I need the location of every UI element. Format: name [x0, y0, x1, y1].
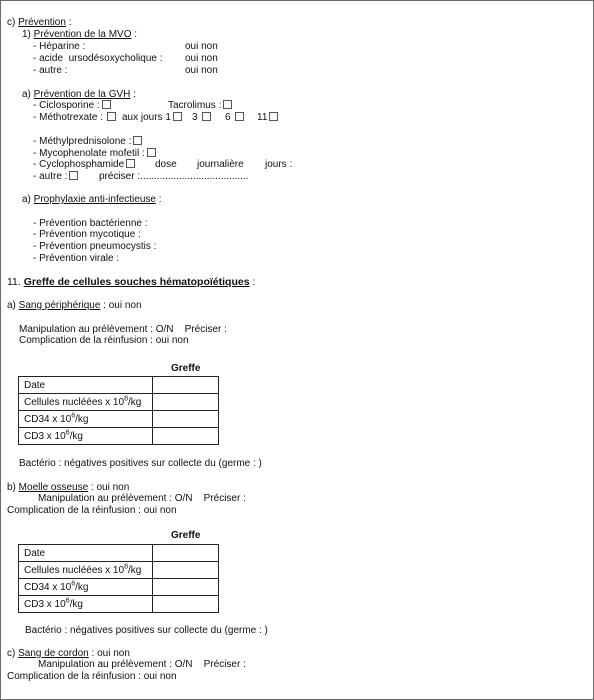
mo-cellules-exp: 8: [124, 563, 128, 571]
cyclophosphamide-jours: jours :: [265, 159, 293, 170]
mo-cd34-exp: 6: [71, 580, 76, 588]
aux-jours-label: aux jours 1: [122, 112, 171, 123]
mo-cd34-unit: /kg: [75, 581, 89, 593]
prophylaxie-colon: :: [155, 194, 162, 205]
prevention-bacterienne: - Prévention bactérienne :: [33, 218, 148, 229]
gvh-cyclophosphamide: [33, 159, 135, 171]
methotrexate-day-6: [225, 112, 244, 124]
mvo-autre-options[interactable]: oui non: [185, 65, 218, 76]
mo-greffe-header: Greffe: [171, 530, 201, 541]
mo-row-date-value[interactable]: [153, 545, 219, 562]
sp-greffe-header: Greffe: [171, 363, 201, 374]
prevention-heading: [7, 17, 71, 29]
table-row: [19, 411, 219, 428]
mo-row-cd34-value[interactable]: [153, 579, 219, 596]
sp-row-cellules-value[interactable]: [153, 394, 219, 411]
tacrolimus-label: Tacrolimus :: [168, 100, 222, 111]
methotrexate-label: - Méthotrexate :: [33, 112, 104, 123]
cordon-title: Sang de cordon: [18, 648, 89, 659]
sp-cellules-text: Cellules nucléées x 10: [24, 396, 125, 408]
gvh-methylprednisolone: [33, 136, 142, 148]
mo-row-cellules-value[interactable]: [153, 562, 219, 579]
table-row: [19, 579, 219, 596]
sp-manipulation: Manipulation au prélèvement : O/N Préciser :: [19, 324, 227, 335]
gvh-autre: [33, 171, 78, 183]
mo-bacterio: Bactério : négatives positives sur collecte du (germe : ): [25, 625, 268, 636]
cordon-manipulation: Manipulation au prélèvement : O/N Préciser :: [38, 659, 246, 670]
mvo-ursodesoxycholique-options[interactable]: oui non: [185, 53, 218, 64]
table-row: [19, 394, 219, 411]
mvo-label: Prévention de la MVO: [33, 29, 132, 40]
cyclophosphamide-label: - Cyclophosphamide: [33, 159, 125, 170]
sp-cellules-unit: /kg: [127, 396, 142, 408]
mo-complication: Complication de la réinfusion : oui non: [7, 505, 177, 516]
cordon-options[interactable]: : oui non: [88, 648, 130, 659]
day-11-checkbox[interactable]: [269, 112, 278, 121]
sp-row-cd3-value[interactable]: [153, 428, 219, 445]
prevention-pneumocystis: - Prévention pneumocystis :: [33, 241, 157, 252]
mo-cellules-unit: /kg: [127, 564, 142, 576]
day-3-label: 3: [192, 112, 198, 123]
sp-complication: Complication de la réinfusion : oui non: [19, 335, 189, 346]
mo-cd3-exp: 6: [65, 597, 70, 605]
mo-cd3-unit: /kg: [69, 598, 83, 610]
cyclophosphamide-dose: dose: [155, 159, 177, 170]
sp-cd34-exp: 6: [71, 412, 76, 420]
day-6-label: 6: [225, 112, 231, 123]
table-row: [19, 428, 219, 445]
table-row: [19, 562, 219, 579]
gvh-colon: :: [130, 89, 136, 100]
mvo-colon: :: [131, 29, 138, 40]
mo-row-cd3-label: [19, 596, 153, 613]
section-11-title: Greffe de cellules souches hématopoïétiques: [23, 276, 250, 288]
sp-row-date-label: Date: [19, 377, 153, 394]
day-1-checkbox[interactable]: [173, 112, 182, 121]
gvh-autre-label: - autre :: [33, 171, 68, 182]
section-11-suffix: :: [249, 276, 256, 288]
mo-cd34-text: CD34 x 10: [24, 581, 72, 593]
gvh-ciclosporine: [33, 100, 111, 112]
table-row: [19, 377, 219, 394]
ciclosporine-label: - Ciclosporine :: [33, 100, 100, 111]
prevention-title: Prévention: [18, 17, 66, 28]
mo-manipulation: Manipulation au prélèvement : O/N Préciser :: [38, 493, 246, 504]
cyclophosphamide-checkbox[interactable]: [126, 159, 135, 168]
mvo-heparine-label: - Héparine :: [33, 41, 86, 52]
mvo-autre-label: - autre :: [33, 65, 68, 76]
day-6-checkbox[interactable]: [235, 112, 244, 121]
prevention-mycotique: - Prévention mycotique :: [33, 229, 141, 240]
sp-cd34-text: CD34 x 10: [24, 413, 72, 425]
methylprednisolone-checkbox[interactable]: [133, 136, 142, 145]
gvh-methotrexate: [33, 112, 116, 124]
mo-row-cellules-label: [19, 562, 153, 579]
mvo-ursodesoxycholique-label: - acide ursodésoxycholique :: [33, 53, 163, 64]
day-3-checkbox[interactable]: [202, 112, 211, 121]
sang-peripherique-prefix: a): [7, 300, 19, 311]
prophylaxie-label: Prophylaxie anti-infectieuse: [33, 194, 156, 205]
sang-peripherique-heading: [7, 300, 142, 312]
sang-peripherique-options[interactable]: : oui non: [100, 300, 142, 311]
cyclophosphamide-journaliere: journalière: [197, 159, 244, 170]
ciclosporine-checkbox[interactable]: [102, 100, 111, 109]
mvo-title: [22, 29, 137, 41]
sp-row-cd3-label: [19, 428, 153, 445]
mo-greffe-table: [18, 544, 219, 613]
mo-cd3-text: CD3 x 10: [24, 598, 66, 610]
mycophenolate-label: - Mycophenolate mofetil :: [33, 148, 145, 159]
day-11-label: 11: [257, 112, 268, 123]
mvo-number: 1): [22, 29, 34, 40]
prophylaxie-title: [22, 194, 162, 206]
cordon-prefix: c): [7, 648, 19, 659]
sang-peripherique-title: Sang périphérique: [18, 300, 101, 311]
prevention-colon: :: [65, 17, 72, 28]
prophylaxie-prefix: a): [22, 194, 34, 205]
mvo-heparine-options[interactable]: oui non: [185, 41, 218, 52]
gvh-tacrolimus: [168, 100, 232, 112]
cordon-complication: Complication de la réinfusion : oui non: [7, 671, 177, 682]
mo-cellules-text: Cellules nucléées x 10: [24, 564, 125, 576]
sp-cd34-unit: /kg: [75, 413, 89, 425]
sp-row-cd34-value[interactable]: [153, 411, 219, 428]
gvh-preciser[interactable]: préciser :.......................................: [99, 171, 249, 182]
tacrolimus-checkbox[interactable]: [223, 100, 232, 109]
sp-cellules-exp: 8: [124, 395, 128, 403]
gvh-prefix: a): [22, 89, 34, 100]
methotrexate-day-1: [122, 112, 182, 124]
methylprednisolone-label: - Méthylprednisolone :: [33, 136, 132, 147]
moelle-title: Moelle osseuse: [18, 482, 89, 493]
methotrexate-checkbox[interactable]: [107, 112, 116, 121]
sp-cd3-text: CD3 x 10: [24, 430, 66, 442]
sp-cd3-unit: /kg: [69, 430, 83, 442]
methotrexate-day-3: [192, 112, 211, 124]
gvh-autre-checkbox[interactable]: [69, 171, 78, 180]
sp-row-cd34-label: [19, 411, 153, 428]
sp-row-cellules-label: [19, 394, 153, 411]
mycophenolate-checkbox[interactable]: [147, 148, 156, 157]
prevention-virale: - Prévention virale :: [33, 253, 120, 264]
section-11-heading: [7, 276, 255, 288]
moelle-options[interactable]: : oui non: [88, 482, 130, 493]
sp-bacterio: Bactério : négatives positives sur collecte du (germe : ): [19, 458, 262, 469]
mo-row-cd34-label: [19, 579, 153, 596]
sp-row-date-value[interactable]: [153, 377, 219, 394]
methotrexate-day-11: [257, 112, 278, 124]
section-11-number: 11.: [7, 276, 24, 288]
table-row: [19, 596, 219, 613]
sp-greffe-table: [18, 376, 219, 445]
prevention-prefix: c): [7, 17, 19, 28]
gvh-label: Prévention de la GVH: [33, 89, 131, 100]
table-row: [19, 545, 219, 562]
mo-row-cd3-value[interactable]: [153, 596, 219, 613]
sp-cd3-exp: 6: [65, 429, 70, 437]
moelle-prefix: b): [7, 482, 19, 493]
mo-row-date-label: Date: [19, 545, 153, 562]
